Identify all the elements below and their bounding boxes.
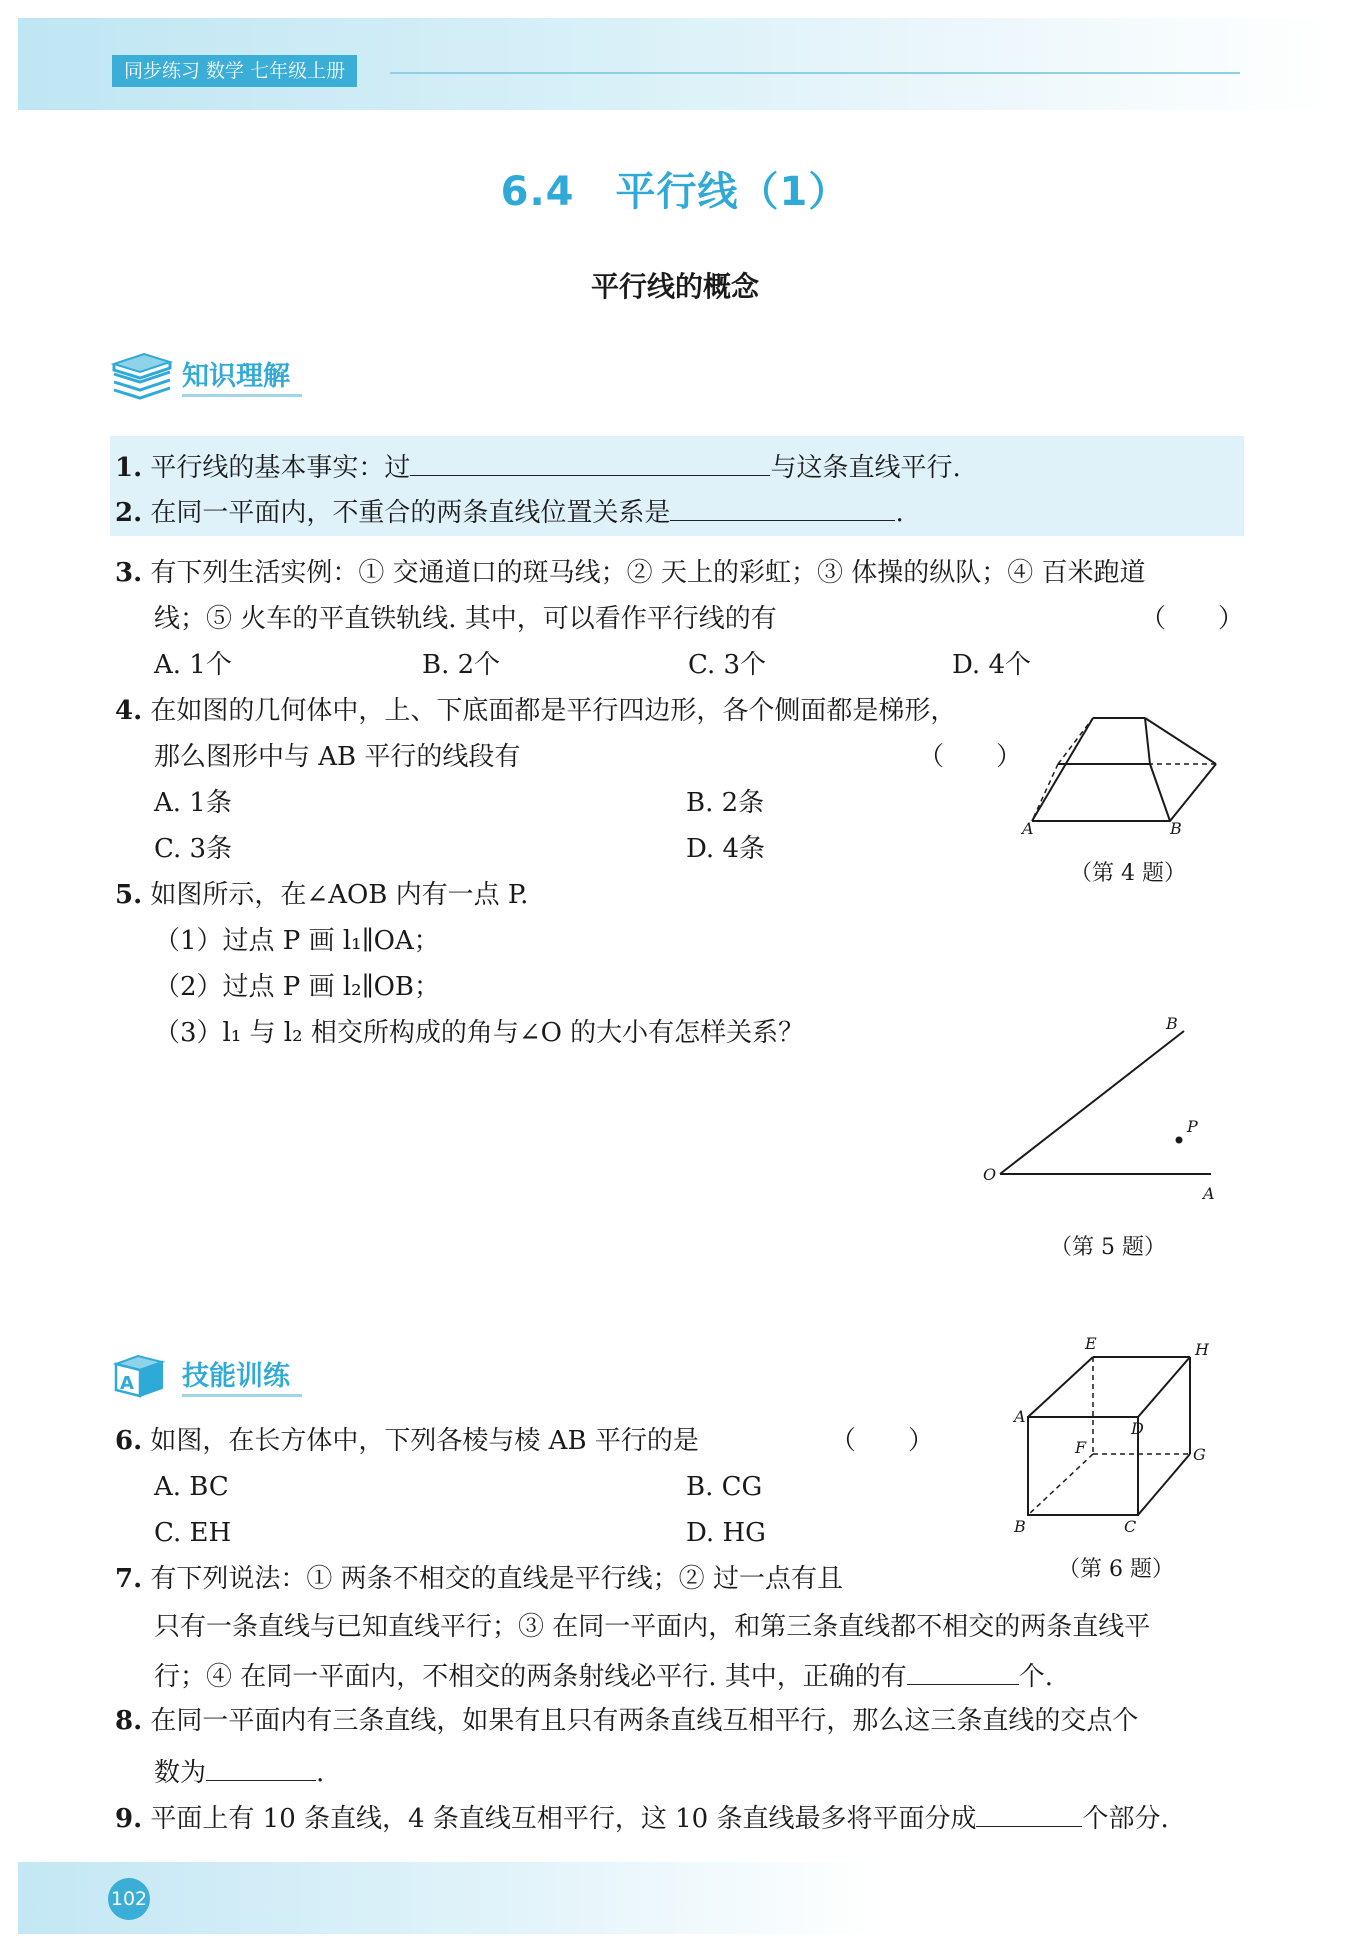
label-b: B xyxy=(1170,819,1182,838)
question-1 xyxy=(115,447,961,485)
letter-cube-icon xyxy=(110,1350,170,1400)
section-underline xyxy=(182,1394,302,1397)
books-icon xyxy=(110,350,174,400)
question-6 xyxy=(115,1424,699,1458)
answer-blank[interactable] xyxy=(907,1656,1019,1685)
lesson-subtitle: 平行线的概念 xyxy=(590,270,759,303)
answer-blank[interactable] xyxy=(976,1798,1082,1827)
question-7-line-3 xyxy=(154,1656,1053,1694)
question-text: 如图所示，在∠AOB 内有一点 P. xyxy=(150,880,529,910)
question-8 xyxy=(115,1704,1138,1738)
question-number: 6. xyxy=(115,1426,143,1456)
question-4-line-2: 那么图形中与 AB 平行的线段有 xyxy=(154,742,521,772)
question-text: 个部分. xyxy=(1082,1804,1169,1834)
question-5-part-3: （3）l₁ 与 l₂ 相交所构成的角与∠O 的大小有怎样关系？ xyxy=(154,1018,805,1048)
label-b: B xyxy=(1166,1014,1178,1033)
svg-text:A: A xyxy=(120,1373,134,1394)
question-text: 如图，在长方体中，下列各棱与棱 AB 平行的是 xyxy=(150,1426,699,1456)
option-a: A. 1个 xyxy=(154,650,232,680)
label-b: B xyxy=(1014,1517,1026,1535)
figure-5-caption: （第 5 题） xyxy=(1050,1235,1166,1260)
question-2 xyxy=(115,492,904,530)
section-skills-title: 技能训练 xyxy=(182,1361,290,1392)
question-text: 在同一平面内有三条直线，如果有且只有两条直线互相平行，那么这三条直线的交点个 xyxy=(150,1706,1139,1736)
label-d: D xyxy=(1131,1419,1144,1438)
section-underline xyxy=(182,394,302,397)
question-text: 有下列说法：① 两条不相交的直线是平行线；② 过一点有且 xyxy=(150,1564,843,1594)
question-5-part-2: （2）过点 P 画 l₂∥OB； xyxy=(154,972,441,1002)
question-number: 7. xyxy=(115,1564,143,1594)
lesson-title: 6.4 平行线（1） xyxy=(500,169,850,215)
question-8-line-2 xyxy=(154,1752,324,1790)
question-text: 行；④ 在同一平面内，不相交的两条射线必平行. 其中，正确的有 xyxy=(154,1662,907,1692)
label-f: F xyxy=(1075,1438,1087,1457)
question-3 xyxy=(115,556,1145,590)
answer-blank[interactable] xyxy=(410,447,770,476)
book-series-tag: 同步练习 数学 七年级上册 xyxy=(112,55,357,87)
section-knowledge-header xyxy=(110,350,430,400)
option-c: C. 3条 xyxy=(154,834,233,864)
question-5-part-1: （1）过点 P 画 l₁∥OA； xyxy=(154,926,440,956)
option-c: C. EH xyxy=(154,1518,232,1548)
answer-blank[interactable] xyxy=(670,492,895,521)
option-b: B. 2个 xyxy=(422,650,501,680)
option-d: D. 4个 xyxy=(952,650,1031,680)
question-text: 与这条直线平行. xyxy=(770,453,961,483)
figure-4-caption: （第 4 题） xyxy=(1070,861,1186,886)
question-number: 1. xyxy=(115,453,143,483)
option-a: A. BC xyxy=(154,1472,229,1502)
question-5 xyxy=(115,878,528,912)
question-number: 2. xyxy=(115,498,143,528)
label-g: G xyxy=(1193,1445,1206,1464)
question-text: 平面上有 10 条直线，4 条直线互相平行，这 10 条直线最多将平面分成 xyxy=(150,1804,977,1834)
page-number-badge: 102 xyxy=(108,1878,150,1920)
point-p xyxy=(1176,1137,1183,1144)
answer-parentheses[interactable]: （ ） xyxy=(918,742,1023,772)
option-a: A. 1条 xyxy=(154,788,232,818)
question-number: 4. xyxy=(115,696,143,726)
answer-blank[interactable] xyxy=(206,1752,316,1781)
question-text: 在如图的几何体中，上、下底面都是平行四边形，各个侧面都是梯形， xyxy=(150,696,957,726)
label-a: A xyxy=(1014,1407,1026,1426)
answer-parentheses[interactable]: （ ） xyxy=(1140,604,1245,634)
label-o: O xyxy=(983,1165,997,1184)
question-7-line-2: 只有一条直线与已知直线平行；③ 在同一平面内，和第三条直线都不相交的两条直线平 xyxy=(154,1612,1151,1642)
header-rule xyxy=(390,72,1240,74)
section-skills-header xyxy=(110,1350,430,1400)
label-p: P xyxy=(1187,1117,1198,1136)
question-text: 平行线的基本事实：过 xyxy=(150,453,411,483)
option-b: B. CG xyxy=(686,1472,763,1502)
label-a: A xyxy=(1203,1184,1215,1203)
question-number: 8. xyxy=(115,1706,143,1736)
option-b: B. 2条 xyxy=(686,788,765,818)
question-text: . xyxy=(895,498,904,528)
figure-4-frustum xyxy=(1020,705,1232,840)
option-d: D. HG xyxy=(686,1518,766,1548)
label-e: E xyxy=(1085,1334,1097,1353)
label-h: H xyxy=(1195,1340,1209,1359)
section-knowledge-title: 知识理解 xyxy=(182,361,290,392)
question-7 xyxy=(115,1562,843,1596)
label-a: A xyxy=(1022,819,1034,838)
question-text: 个. xyxy=(1018,1662,1054,1692)
figure-6-cuboid xyxy=(1010,1330,1230,1535)
label-c: C xyxy=(1124,1517,1137,1535)
figure-6-caption: （第 6 题） xyxy=(1058,1557,1174,1582)
answer-parentheses[interactable]: （ ） xyxy=(830,1426,935,1456)
question-text: 有下列生活实例：① 交通道口的斑马线；② 天上的彩虹；③ 体操的纵队；④ 百米跑道 xyxy=(150,558,1146,588)
question-4 xyxy=(115,694,956,728)
question-3-line-2: 线；⑤ 火车的平直铁轨线. 其中，可以看作平行线的有 xyxy=(154,604,777,634)
option-d: D. 4条 xyxy=(686,834,765,864)
question-text: 数为 xyxy=(154,1758,207,1788)
figure-5-angle xyxy=(975,1010,1230,1210)
question-text: 在同一平面内，不重合的两条直线位置关系是 xyxy=(150,498,671,528)
question-text: . xyxy=(316,1758,325,1788)
question-number: 9. xyxy=(115,1804,143,1834)
option-c: C. 3个 xyxy=(688,650,767,680)
question-number: 3. xyxy=(115,558,143,588)
question-number: 5. xyxy=(115,880,143,910)
question-9 xyxy=(115,1798,1169,1836)
